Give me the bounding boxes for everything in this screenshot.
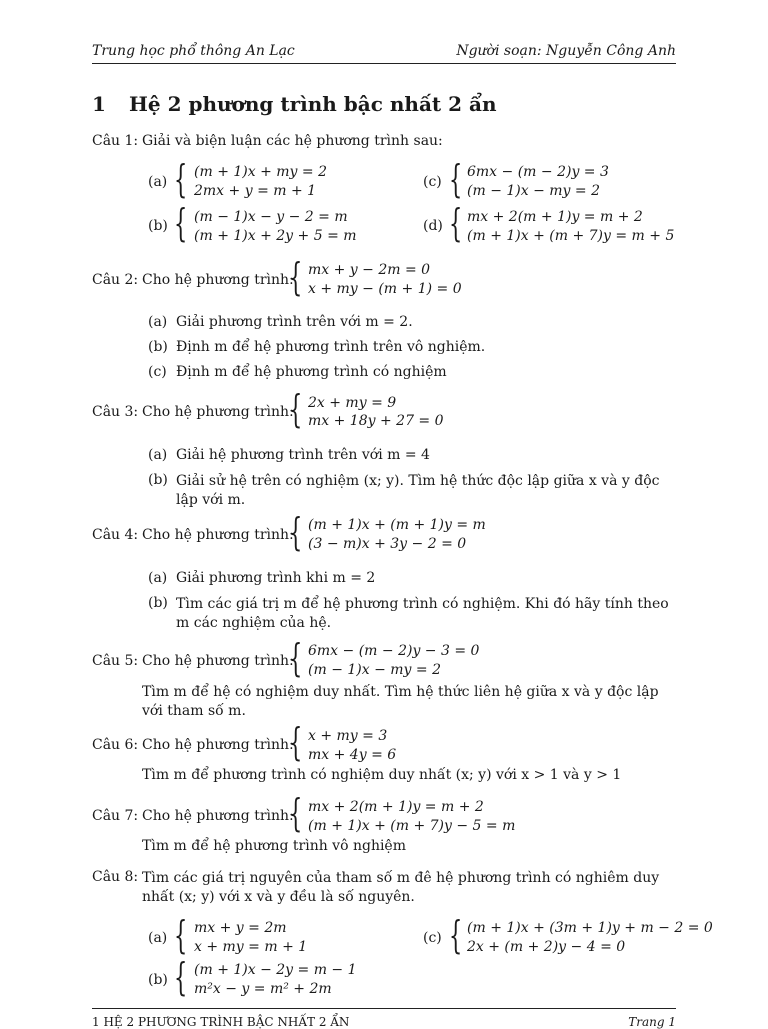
header-author: Người soạn: Nguyễn Công Anh: [456, 43, 676, 59]
q7-eq2: (m + 1)x + (m + 7)y − 5 = m: [308, 818, 516, 834]
q8-label: Câu 8:: [92, 869, 139, 885]
q6-eq1: x + my = 3: [308, 728, 388, 744]
q1d-eq1: mx + 2(m + 1)y = m + 2: [467, 209, 643, 225]
q1c-eq1: 6mx − (m − 2)y = 3: [467, 164, 609, 180]
q3b-tag: (b): [148, 472, 168, 488]
q4a-tag: (a): [148, 570, 168, 586]
q7-brace: {: [289, 791, 303, 835]
q1b-tag: (b): [148, 218, 168, 234]
q3-eq2: mx + 18y + 27 = 0: [308, 413, 444, 429]
q1c-eq2: (m − 1)x − my = 2: [467, 183, 600, 199]
q1a-eq1: (m + 1)x + my = 2: [194, 164, 327, 180]
q8b-brace: {: [174, 955, 188, 999]
q7-text: Cho hệ phương trình:: [142, 808, 294, 824]
q1a-brace: {: [174, 157, 188, 201]
section-title: [92, 92, 496, 116]
q1c-tag: (c): [423, 174, 442, 190]
header-rule: [92, 63, 676, 64]
q7-label: Câu 7:: [92, 808, 139, 824]
q7-after: Tìm m để hệ phương trình vô nghiệm: [142, 838, 406, 854]
section-number: 1: [92, 92, 106, 116]
q4b-text: Tìm các giá trị m để hệ phương trình có nghiệm. Khi đó hãy tính theo m các nghiệm của hệ.: [176, 596, 669, 631]
q3a-tag: (a): [148, 447, 168, 463]
q8b-eq1: (m + 1)x − 2y = m − 1: [194, 962, 357, 978]
section-title-text: Hệ 2 phương trình bậc nhất 2 ẩn: [129, 92, 497, 116]
q5-brace: {: [289, 636, 303, 680]
q2b-tag: (b): [148, 339, 168, 355]
q5-after: Tìm m để hệ có nghiệm duy nhất. Tìm hệ thức liên hệ giữa x và y độc lập với tham số m.: [142, 684, 659, 719]
q4-text: Cho hệ phương trình:: [142, 527, 294, 543]
q2a-tag: (a): [148, 314, 168, 330]
q3-text: Cho hệ phương trình:: [142, 404, 294, 420]
q6-label: Câu 6:: [92, 737, 139, 753]
q3-brace: {: [289, 387, 303, 431]
q1d-brace: {: [449, 201, 463, 245]
q3-eq1: 2x + my = 9: [308, 395, 397, 411]
q1a-eq2: 2mx + y = m + 1: [194, 183, 317, 199]
q3a-text: Giải hệ phương trình trên với m = 4: [176, 447, 430, 463]
q6-brace: {: [289, 720, 303, 764]
q1d-eq2: (m + 1)x + (m + 7)y = m + 5: [467, 228, 675, 244]
q6-text: Cho hệ phương trình:: [142, 737, 294, 753]
q2-eq1: mx + y − 2m = 0: [308, 262, 431, 278]
q4a-text: Giải phương trình khi m = 2: [176, 570, 376, 586]
q6-after: Tìm m để phương trình có nghiệm duy nhất (x; y) với x > 1 và y > 1: [142, 767, 622, 783]
q3b-text: Giải sử hệ trên có nghiệm (x; y). Tìm hệ thức độc lập giữa x và y độc lập với m.: [176, 473, 660, 508]
q5-eq2: (m − 1)x − my = 2: [308, 662, 441, 678]
q8c-eq1: (m + 1)x + (3m + 1)y + m − 2 = 0: [467, 920, 713, 936]
q8c-brace: {: [449, 913, 463, 957]
q2a-text: Giải phương trình trên với m = 2.: [176, 314, 413, 330]
q1b-eq1: (m − 1)x − y − 2 = m: [194, 209, 348, 225]
header-school: Trung học phổ thông An Lạc: [92, 43, 295, 59]
q2-label: Câu 2:: [92, 272, 139, 288]
footer-page: Trang 1: [628, 1015, 676, 1029]
q1d-tag: (d): [423, 218, 443, 234]
q7-eq1: mx + 2(m + 1)y = m + 2: [308, 799, 484, 815]
q1-text: Giải và biện luận các hệ phương trình sau:: [142, 133, 443, 149]
q1b-brace: {: [174, 201, 188, 245]
q8a-brace: {: [174, 913, 188, 957]
q3-label: Câu 3:: [92, 404, 139, 420]
q4-brace: {: [289, 510, 303, 554]
q8b-tag: (b): [148, 972, 168, 988]
q1a-tag: (a): [148, 174, 168, 190]
q2-text: Cho hệ phương trình:: [142, 272, 294, 288]
q8a-eq1: mx + y = 2m: [194, 920, 287, 936]
q6-eq2: mx + 4y = 6: [308, 747, 397, 763]
q8-text: Tìm các giá trị nguyên của tham số m đê hệ phương trình có nghiêm duy nhất (x; y) với x và y đều là số nguyên.: [142, 870, 660, 905]
q8a-tag: (a): [148, 930, 168, 946]
q2-brace: {: [289, 255, 303, 299]
q8c-eq2: 2x + (m + 2)y − 4 = 0: [467, 939, 626, 955]
q2b-text: Định m để hệ phương trình trên vô nghiệm.: [176, 339, 486, 355]
q2c-text: Định m để hệ phương trình có nghiệm: [176, 364, 447, 380]
q5-text: Cho hệ phương trình:: [142, 653, 294, 669]
q4b-tag: (b): [148, 595, 168, 611]
q4-eq2: (3 − m)x + 3y − 2 = 0: [308, 536, 467, 552]
q5-eq1: 6mx − (m − 2)y − 3 = 0: [308, 643, 480, 659]
q1b-eq2: (m + 1)x + 2y + 5 = m: [194, 228, 357, 244]
q1c-brace: {: [449, 157, 463, 201]
footer-section: 1 HỆ 2 PHƯƠNG TRÌNH BẬC NHẤT 2 ẨN: [92, 1015, 350, 1029]
q5-label: Câu 5:: [92, 653, 139, 669]
q2c-tag: (c): [148, 364, 167, 380]
q8a-eq2: x + my = m + 1: [194, 939, 308, 955]
q1-label: Câu 1:: [92, 133, 139, 149]
q2-eq2: x + my − (m + 1) = 0: [308, 281, 462, 297]
q4-eq1: (m + 1)x + (m + 1)y = m: [308, 517, 486, 533]
q8c-tag: (c): [423, 930, 442, 946]
footer-rule: [92, 1008, 676, 1009]
q8b-eq2: m²x − y = m² + 2m: [194, 981, 332, 997]
q4-label: Câu 4:: [92, 527, 139, 543]
